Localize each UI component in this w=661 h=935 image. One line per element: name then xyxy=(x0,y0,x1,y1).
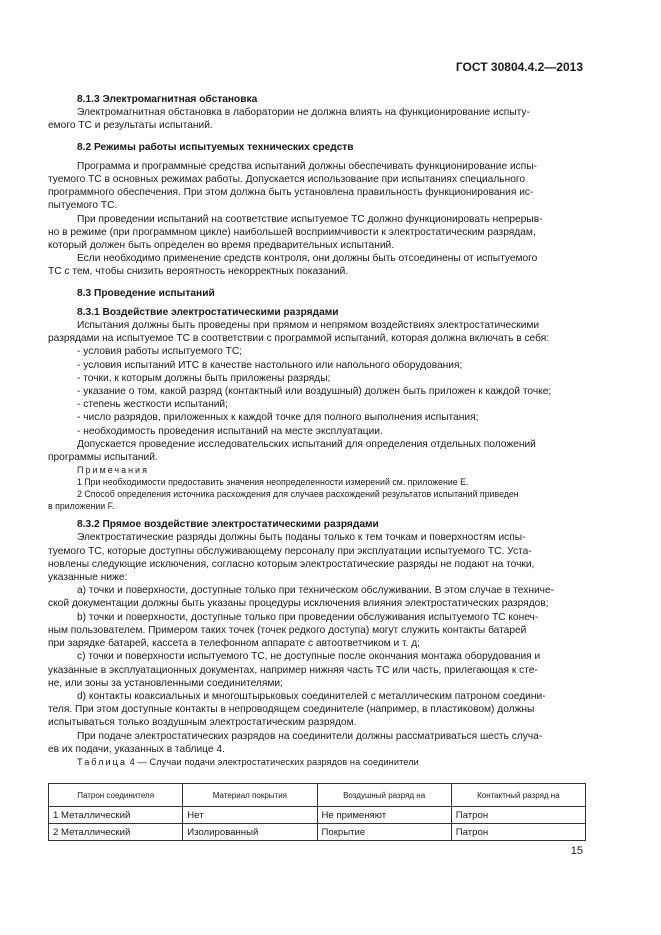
paragraph-line: ным пользователем. Примером таких точек (точек редкого доступа) могут служить контакты батарей xyxy=(48,624,527,636)
paragraph-line: туемого ТС, которые доступны обслуживающему персоналу при эксплуатации испытуемого ТС. Уста- xyxy=(48,545,532,557)
table-header-cell: Воздушный разряд на xyxy=(317,784,451,807)
paragraph-line: Если необходимо применение средств контроля, они должны быть отсоединены от испытуемого xyxy=(77,253,538,265)
paragraph-line: Допускается проведение исследовательских испытаний для определения отдельных положений xyxy=(77,438,536,450)
paragraph-line: испытываться только воздушным электростатическим разрядом. xyxy=(48,717,357,729)
paragraph-line: программного обеспечения. При этом должна быть установлена правильность функционирования ис- xyxy=(48,187,534,199)
paragraph-line: Испытания должны быть проведены при прямом и непрямом воздействиях электростатическими xyxy=(77,320,540,332)
table-cell: Нет xyxy=(183,807,317,824)
table-cell: 1 Металлический xyxy=(49,807,183,824)
paragraph-line: ев их подачи, указанных в таблице 4. xyxy=(48,743,225,755)
paragraph-line: программы испытаний. xyxy=(48,452,158,464)
paragraph-line: теля. При этом доступные контакты в непроводящем соединителе (например, в пластиковом) должны xyxy=(48,704,535,716)
list-item: - условия испытаний ИТС в качестве настольного или напольного оборудования; xyxy=(77,359,463,371)
table-cell: Изолированный xyxy=(183,824,317,841)
table-4 xyxy=(48,783,586,841)
page-number: 15 xyxy=(570,845,583,857)
paragraph-line: который должен быть определен во время предварительных испытаний. xyxy=(48,240,395,252)
list-item: - необходимость проведения испытаний на месте эксплуатации. xyxy=(77,425,383,437)
section-8-2-title: 8.2 Режимы работы испытуемых технических средств xyxy=(77,141,354,153)
paragraph-line: ТС с тем, чтобы снизить вероятность некорректных показаний. xyxy=(48,266,349,278)
paragraph-line: пытуемого ТС. xyxy=(48,200,118,212)
paragraph-line: но в режиме (при программном цикле) наибольшей восприимчивости к электростатическим разрядам, xyxy=(48,226,536,238)
table-caption-text: 4 — Случаи подачи электростатических разрядов на соединители xyxy=(127,756,419,767)
paragraph-line: разрядами на испытуемое ТС в соответствии с программой испытаний, которая должна включать в себя: xyxy=(48,333,550,345)
table-cell: Не применяют xyxy=(317,807,451,824)
paragraph-line: Электростатические разряды должны быть поданы только к тем точкам и поверхностям испы- xyxy=(77,532,526,544)
paragraph-line: туемого ТС в основных режимах работы. Допускается использование при испытаниях специального xyxy=(48,174,526,186)
table-cell: Патрон xyxy=(451,807,585,824)
table-row xyxy=(49,824,586,841)
paragraph-line: b) точки и поверхности, доступные только при проведении обслуживания испытуемого ТС конеч- xyxy=(77,611,539,623)
note-line: 2 Способ определения источника расхождения для случаев расхождений результатов испытаний приведен xyxy=(77,489,519,500)
table-caption-prefix: Таблица xyxy=(77,756,128,767)
section-8-3-title: 8.3 Проведение испытаний xyxy=(77,287,215,299)
list-item: - точки, к которым должны быть приложены разряды; xyxy=(77,372,331,384)
paragraph-line: При подаче электростатических разрядов на соединители должны рассматриваться шесть случа- xyxy=(77,730,543,742)
section-8-3-1-title: 8.3.1 Воздействие электростатическими разрядами xyxy=(77,306,339,318)
paragraph-line: Программа и программные средства испытаний должны обеспечивать функционирование испы- xyxy=(77,160,537,172)
list-item: - указание о том, какой разряд (контактный или воздушный) должен быть приложен к каждой точке; xyxy=(77,386,552,398)
table-header-cell: Контактный разряд на xyxy=(451,784,585,807)
list-item: - условия работы испытуемого ТС; xyxy=(77,346,243,358)
paragraph-line: новлены следующие исключения, согласно которым электростатические разряды не подают на точки, xyxy=(48,558,535,570)
paragraph-line: При проведении испытаний на соответствие испытуемое ТС должно функционировать непрерыв- xyxy=(77,213,543,225)
standard-number: ГОСТ 30804.4.2—2013 xyxy=(455,60,583,74)
paragraph-line: с) точки и поверхности испытуемого ТС, не доступные после окончания монтажа оборудования и xyxy=(77,651,541,663)
table-cell: Патрон xyxy=(451,824,585,841)
paragraph-line: емого ТС и результаты испытаний. xyxy=(48,120,213,132)
table-header-row xyxy=(49,784,586,807)
section-8-1-3-title: 8.1.3 Электромагнитная обстановка xyxy=(77,94,258,105)
table-header-cell: Патрон соединителя xyxy=(49,784,183,807)
document-body xyxy=(48,93,583,769)
paragraph-line: при зарядке батарей, кассета в телефонном аппарате с автоответчиком и т. д; xyxy=(48,638,420,650)
list-item: - число разрядов, приложенных к каждой точке для полного выполнения испытания; xyxy=(77,412,479,424)
paragraph-line: а) точки и поверхности, доступные только при техническом обслуживании. В этом случае в техниче- xyxy=(77,585,555,597)
table-cell: 2 Металлический xyxy=(49,824,183,841)
paragraph-line: указанные ниже: xyxy=(48,572,128,584)
section-8-3-2-title: 8.3.2 Прямое воздействие электростатическими разрядами xyxy=(77,519,379,531)
paragraph-line: не, или зоны за установленными соединителями; xyxy=(48,677,283,689)
notes-title: Примечания xyxy=(77,465,149,476)
note-line: в приложении F. xyxy=(48,500,115,511)
paragraph-line: d) контакты коаксиальных и многоштырьковых соединителей с металлическим патроном соедини- xyxy=(77,690,546,702)
paragraph-line: указанные в эксплуатационных документах, например нижняя часть ТС или часть, прилегающая к сте- xyxy=(48,664,538,676)
table-header-cell: Материал покрытия xyxy=(183,784,317,807)
paragraph-line: Электромагнитная обстановка в лаборатории не должна влиять на функционирование испыту- xyxy=(77,107,530,119)
list-item: - степень жесткости испытаний; xyxy=(77,399,228,411)
table-row xyxy=(49,807,586,824)
table-cell: Покрытие xyxy=(317,824,451,841)
note-line: 1 При необходимости предоставить значения неопределенности измерений см. приложение Е. xyxy=(77,477,469,488)
paragraph-line: ской документации должны быть указаны процедуры исключения влияния электростатических разрядов; xyxy=(48,598,549,610)
table-caption xyxy=(77,756,583,769)
